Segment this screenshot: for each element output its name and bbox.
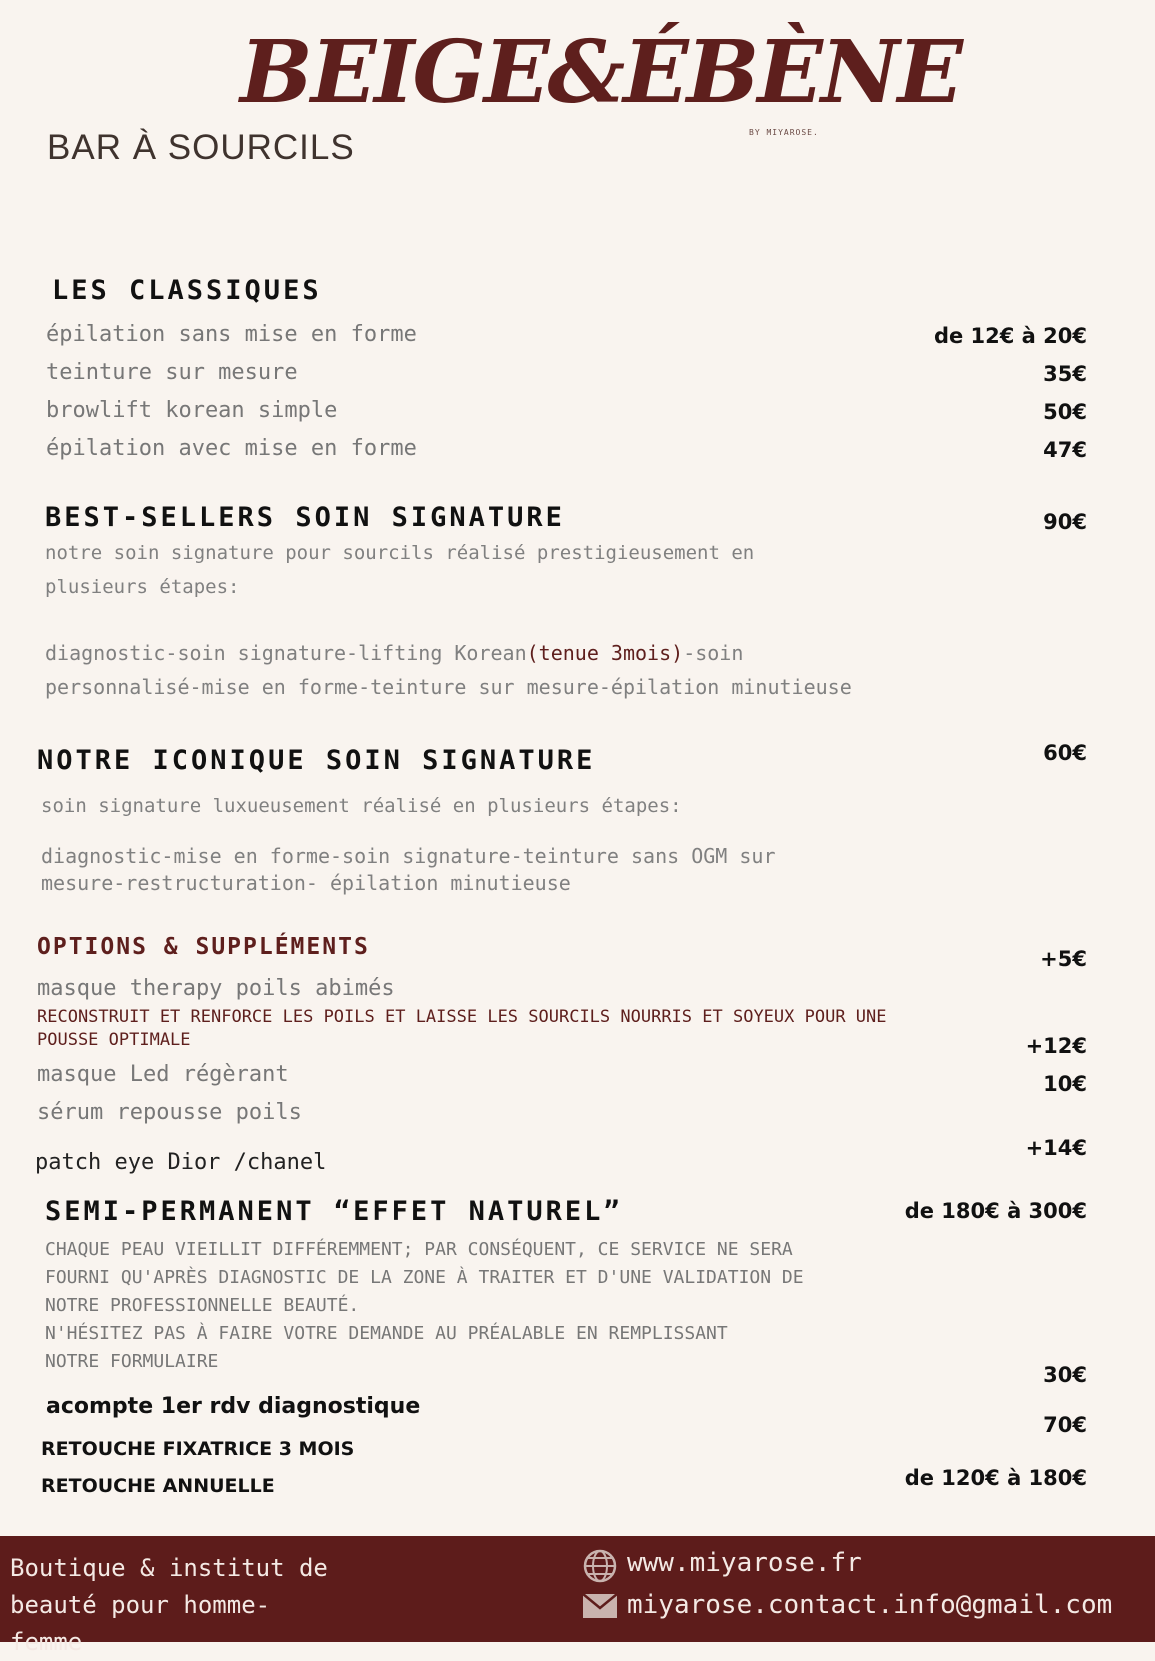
semi-extra-item: acompte 1er rdv diagnostique: [46, 1394, 421, 1419]
options-price: 10€: [1043, 1072, 1087, 1096]
options-item: masque Led régèrant: [37, 1062, 289, 1087]
classiques-item: browlift korean simple: [46, 398, 338, 423]
bestsellers-intro: notre soin signature pour sourcils réalisé prestigieusement en plusieurs étapes:: [45, 542, 755, 598]
page-subtitle: BAR À SOURCILS: [47, 128, 355, 167]
semi-extra-item: RETOUCHE ANNUELLE: [41, 1475, 275, 1497]
classiques-item: teinture sur mesure: [46, 360, 298, 385]
section-title-options: OPTIONS & SUPPLÉMENTS: [37, 934, 370, 960]
bestsellers-steps: [45, 636, 875, 704]
semi-desc-request: N'HÉSITEZ PAS À FAIRE VOTRE DEMANDE AU PRÉALABLE EN REMPLISSANT NOTRE FORMULAIRE: [45, 1323, 728, 1372]
semi-extra-price: de 120€ à 180€: [904, 1466, 1087, 1490]
classiques-price: 35€: [1043, 362, 1087, 386]
bestsellers-steps-highlight: (tenue 3mois): [526, 641, 684, 665]
classiques-price: de 12€ à 20€: [933, 324, 1087, 348]
options-item: sérum repousse poils: [37, 1100, 302, 1125]
mail-icon: [582, 1593, 618, 1619]
options-item: masque therapy poils abimés: [37, 976, 395, 1001]
bestsellers-steps-end: -soin personnalisé-mise en forme-teinture sur mesure-épilation minutieuse: [45, 641, 852, 699]
classiques-price: 47€: [1043, 438, 1087, 462]
section-title-semi: SEMI-PERMANENT “EFFET NATUREL”: [45, 1196, 623, 1227]
iconique-intro: soin signature luxueusement réalisé en plusieurs étapes:: [41, 795, 682, 817]
globe-icon: [582, 1548, 618, 1584]
website-link[interactable]: www.miyarose.fr: [627, 1548, 862, 1578]
semi-desc: CHAQUE PEAU VIEILLIT DIFFÉREMMENT; PAR CONSÉQUENT, CE SERVICE NE SERA FOURNI QU'APRÈS DIAGNOSTIC DE LA ZONE À TRAITER ET D'UNE VALIDATION DE NOTRE PROFESSIONNELLE BEAUTÉ.: [45, 1239, 804, 1316]
options-therapy-desc: RECONSTRUIT ET RENFORCE LES POILS ET LAISSE LES SOURCILS NOURRIS ET SOYEUX POUR UNE POUSSE OPTIMALE: [37, 1007, 887, 1050]
section-title-classiques: LES CLASSIQUES: [52, 275, 322, 306]
classiques-item: épilation avec mise en forme: [46, 436, 417, 461]
semi-extra-price: 30€: [1043, 1363, 1087, 1387]
classiques-item: épilation sans mise en forme: [46, 322, 417, 347]
brand-byline: BY MIYAROSE.: [749, 128, 819, 137]
options-price: +5€: [1040, 947, 1087, 971]
iconique-price: 60€: [1043, 741, 1087, 765]
classiques-price: 50€: [1043, 400, 1087, 424]
options-price: +12€: [1025, 1034, 1087, 1058]
section-title-iconique: NOTRE ICONIQUE SOIN SIGNATURE: [37, 745, 596, 776]
iconique-steps: diagnostic-mise en forme-soin signature-teinture sans OGM sur mesure-restructuration- épilation minutieuse: [41, 844, 776, 895]
semi-price: de 180€ à 300€: [904, 1199, 1087, 1223]
email-link[interactable]: miyarose.contact.info@gmail.com: [627, 1590, 1113, 1620]
options-price: +14€: [1025, 1136, 1087, 1160]
semi-extra-item: RETOUCHE FIXATRICE 3 MOIS: [41, 1438, 355, 1460]
brand-logo: BEIGE&ÉBÈNE: [240, 22, 962, 123]
section-title-bestsellers: BEST-SELLERS SOIN SIGNATURE: [45, 502, 565, 533]
footer-bar: [0, 1536, 1155, 1656]
bestsellers-steps-start: diagnostic-soin signature-lifting Korean: [45, 641, 527, 665]
bestsellers-price: 90€: [1043, 510, 1087, 534]
options-item: patch eye Dior /chanel: [35, 1150, 327, 1175]
footer-tagline: Boutique & institut de beauté pour homme-femme: [10, 1554, 328, 1656]
semi-extra-price: 70€: [1043, 1413, 1087, 1437]
